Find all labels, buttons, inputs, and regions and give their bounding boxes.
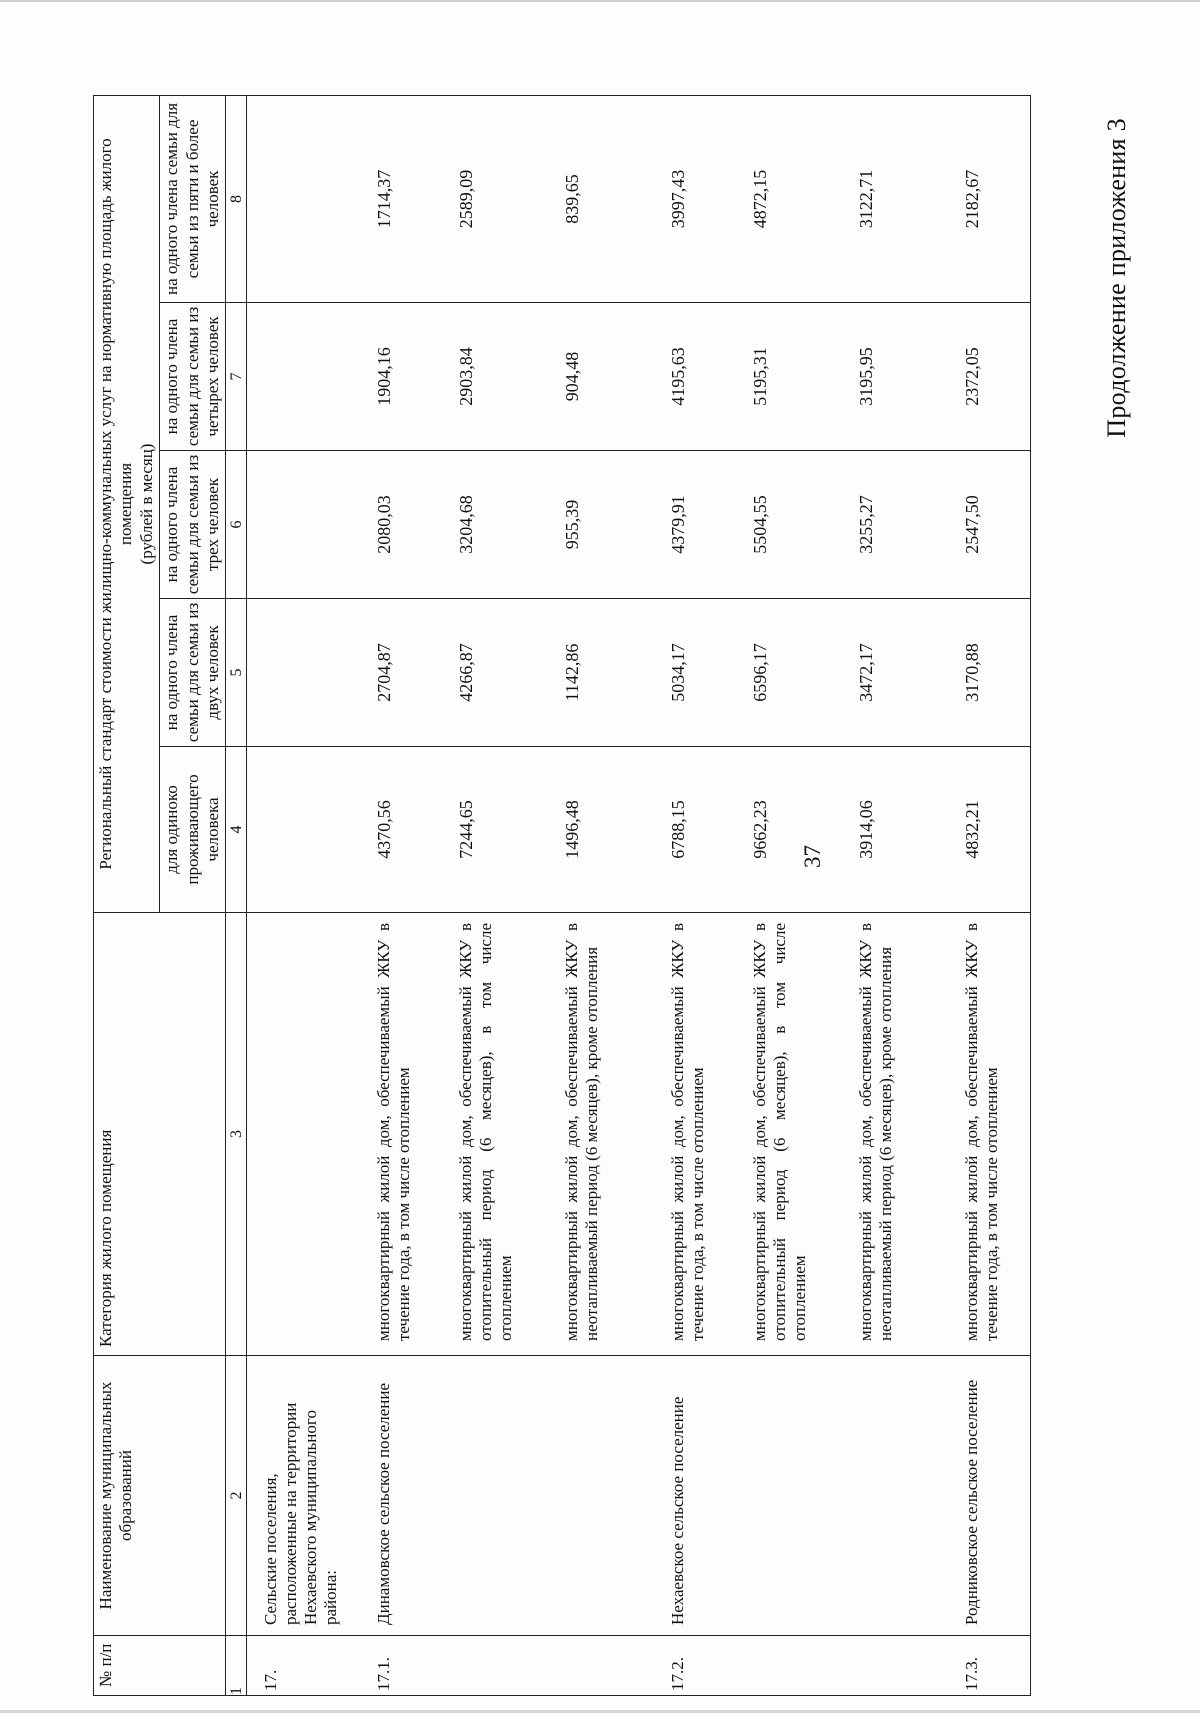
column-number: 7 (226, 303, 247, 451)
municipality-name: Нехаевское сельское поселение (654, 1356, 736, 1636)
value-two: 6596,17 (736, 599, 842, 747)
value-four: 2903,84 (442, 303, 548, 451)
value-four: 3195,95 (842, 303, 948, 451)
municipality-name (842, 1356, 948, 1636)
housing-category: многоквартирный жилой дом, обеспечиваемый ЖКУ в отопительный период (6 месяцев), в том числе отоплением (442, 913, 548, 1356)
value-three: 955,39 (548, 451, 654, 599)
value-two: 2704,87 (360, 599, 442, 747)
page-number: 37 (800, 845, 825, 868)
group-name: Сельские поселения, расположенные на территории Нехаевского муниципального района: (247, 1356, 360, 1636)
value-single: 1496,48 (548, 747, 654, 913)
municipality-name: Динамовское сельское поселение (360, 1356, 442, 1636)
header-standard (94, 95, 160, 912)
column-number: 5 (226, 599, 247, 747)
empty-cell (247, 451, 360, 599)
value-five: 2589,09 (442, 95, 548, 302)
housing-category: многоквартирный жилой дом, обеспечиваемый ЖКУ в отопительный период (6 месяцев), в том числе отоплением (736, 913, 842, 1356)
column-number: 6 (226, 451, 247, 599)
table-row (360, 95, 442, 1695)
row-num (442, 1636, 548, 1696)
table-row (842, 95, 948, 1695)
value-four: 904,48 (548, 303, 654, 451)
value-two: 4266,87 (442, 599, 548, 747)
value-two: 3170,88 (948, 599, 1031, 747)
value-three: 4379,91 (654, 451, 736, 599)
table-row (548, 95, 654, 1695)
row-num (842, 1636, 948, 1696)
header-row-main (94, 95, 160, 1695)
header-standard-text: Региональный стандарт стоимости жилищно-коммунальных услуг на нормативную площадь жилого помещения (96, 138, 136, 870)
value-five: 2182,67 (948, 95, 1031, 302)
value-five: 3122,71 (842, 95, 948, 302)
value-two: 1142,86 (548, 599, 654, 747)
table-row (442, 95, 548, 1695)
table-row (736, 95, 842, 1695)
housing-category: многоквартирный жилой дом, обеспечиваемый ЖКУ в неотапливаемый период (6 месяцев), кроме отопления (548, 913, 654, 1356)
municipality-name: Родниковское сельское поселение (948, 1356, 1031, 1636)
table-row (948, 95, 1031, 1695)
column-number: 2 (226, 1356, 247, 1636)
header-num: № п/п (94, 1636, 226, 1696)
empty-cell (247, 303, 360, 451)
housing-category: многоквартирный жилой дом, обеспечиваемый ЖКУ в течение года, в том числе отоплением (360, 913, 442, 1356)
value-four: 2372,05 (948, 303, 1031, 451)
header-three: на одного члена семьи для семьи из трех человек (160, 451, 226, 599)
empty-cell (247, 747, 360, 913)
header-standard-unit: (рублей в месяц) (136, 443, 156, 565)
header-five: на одного члена семьи для семьи из пяти и более человек (160, 95, 226, 302)
municipality-name (736, 1356, 842, 1636)
value-three: 2547,50 (948, 451, 1031, 599)
row-num (548, 1636, 654, 1696)
value-single: 4370,56 (360, 747, 442, 913)
value-four: 5195,31 (736, 303, 842, 451)
row-num: 17.1. (360, 1636, 442, 1696)
value-two: 5034,17 (654, 599, 736, 747)
value-single: 9662,23 (736, 747, 842, 913)
column-number-row (226, 95, 247, 1695)
row-num (736, 1636, 842, 1696)
row-num: 17.2. (654, 1636, 736, 1696)
header-name: Наименование муниципальных образований (94, 1356, 226, 1636)
value-three: 3255,27 (842, 451, 948, 599)
column-number: 1 (226, 1636, 247, 1696)
housing-category: многоквартирный жилой дом, обеспечиваемый ЖКУ в течение года, в том числе отоплением (654, 913, 736, 1356)
value-five: 839,65 (548, 95, 654, 302)
column-number: 3 (226, 913, 247, 1356)
value-single: 7244,65 (442, 747, 548, 913)
value-five: 3997,43 (654, 95, 736, 302)
column-number: 8 (226, 95, 247, 302)
value-three: 5504,55 (736, 451, 842, 599)
value-single: 3914,06 (842, 747, 948, 913)
municipality-name (548, 1356, 654, 1636)
value-five: 4872,15 (736, 95, 842, 302)
value-four: 1904,16 (360, 303, 442, 451)
value-four: 4195,63 (654, 303, 736, 451)
housing-category: многоквартирный жилой дом, обеспечиваемый ЖКУ в неотапливаемый период (6 месяцев), кроме отопления (842, 913, 948, 1356)
appendix-title: Продолжение приложения 3 (1102, 118, 1131, 438)
column-number: 4 (226, 747, 247, 913)
empty-cell (247, 599, 360, 747)
header-four: на одного члена семьи для семьи из четырех человек (160, 303, 226, 451)
empty-cell (247, 95, 360, 302)
header-two: на одного члена семьи для семьи из двух человек (160, 599, 226, 747)
table-row (654, 95, 736, 1695)
header-category: Категория жилого помещения (94, 913, 226, 1356)
group-num: 17. (247, 1636, 360, 1696)
empty-cell (247, 913, 360, 1356)
header-single: для одиноко проживающего человека (160, 747, 226, 913)
value-single: 6788,15 (654, 747, 736, 913)
tariff-table (93, 95, 1031, 1696)
group-row (247, 95, 360, 1695)
row-num: 17.3. (948, 1636, 1031, 1696)
value-three: 3204,68 (442, 451, 548, 599)
municipality-name (442, 1356, 548, 1636)
value-single: 4832,21 (948, 747, 1031, 913)
housing-category: многоквартирный жилой дом, обеспечиваемый ЖКУ в течение года, в том числе отоплением (948, 913, 1031, 1356)
value-two: 3472,17 (842, 599, 948, 747)
value-five: 1714,37 (360, 95, 442, 302)
value-three: 2080,03 (360, 451, 442, 599)
